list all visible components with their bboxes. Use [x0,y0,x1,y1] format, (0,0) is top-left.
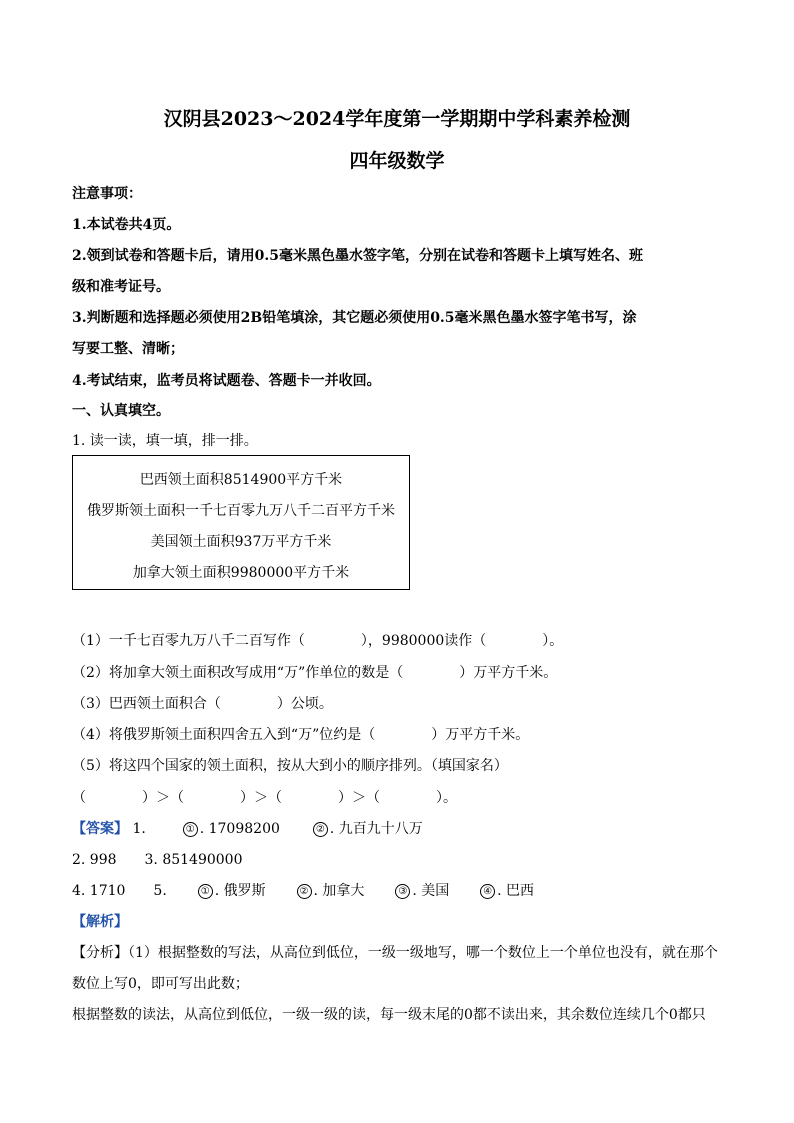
analysis-line-1 [72,942,718,962]
circle-number: ① [198,884,213,899]
section-heading: 一、认真填空。 [72,403,170,419]
exam-subtitle: 四年级数学 [349,150,445,172]
info-line-russia: 俄罗斯领土面积一千七百零九万八千二百平方千米 [87,503,395,519]
answer-prefix: 4. 1710 5. [72,883,167,899]
info-box [72,455,410,590]
notes-heading: 注意事项： [72,186,142,202]
note-item: 2.领到试卷和答题卡后，请用0.5毫米黑色墨水签字笔，分别在试卷和答题卡上填写姓名、班 [72,248,643,264]
answer-value: . 巴西 [497,883,535,899]
note-item: 写要工整、清晰； [72,341,184,357]
analysis-label: 【解析】 [72,914,128,930]
subquestion-1: （1）一千七百零九万八千二百写作（ ），9980000读作（ ）。 [72,633,564,649]
analysis-line-2: 数位上写0，即可写出此数； [72,976,249,992]
answer-line-1 [72,818,423,838]
analysis-line-3: 根据整数的读法，从高位到低位，一级一级的读，每一级末尾的0都不读出来，其余数位连续几个0都只 [72,1007,706,1023]
analysis-text: （1）根据整数的写法，从高位到低位，一级一级地写，哪一个数位上一个单位也没有，就在那个 [128,945,718,961]
subquestion-5: （5）将这四个国家的领土面积，按从大到小的顺序排列。（填国家名） [72,758,508,774]
note-item: 3.判断题和选择题必须使用2B铅笔填涂，其它题必须使用0.5毫米黑色墨水签字笔书写，涂 [72,310,637,326]
answer-line-2: 2. 998 3. 851490000 [72,852,243,868]
circle-number: ③ [395,884,410,899]
answer-line-3 [72,880,534,900]
exam-title: 汉阴县2023～2024学年度第一学期期中学科素养检测 [163,108,631,130]
circle-number: ① [183,822,198,837]
note-item: 4.考试结束，监考员将试题卷、答题卡一并收回。 [72,373,381,389]
info-line-usa: 美国领土面积937万平方千米 [150,534,332,550]
answer-value: . 加拿大 [313,883,365,899]
question-stem: 1. 读一读，填一填，排一排。 [72,433,258,449]
note-item: 级和准考证号。 [72,279,170,295]
subquestion-3: （3）巴西领土面积合（ ）公顷。 [72,696,333,712]
circle-number: ④ [480,884,495,899]
subquestion-4: （4）将俄罗斯领土面积四舍五入到“万”位约是（ ）万平方千米。 [72,727,530,743]
answer-value: . 俄罗斯 [214,883,266,899]
circle-number: ② [297,884,312,899]
answer-value: . 美国 [412,883,450,899]
note-item: 1.本试卷共4页。 [72,217,181,233]
answer-value: . 17098200 [199,821,280,837]
circle-number: ② [313,822,328,837]
ranking-blanks: （ ）＞（ ）＞（ ）＞（ ）。 [72,790,457,806]
analysis-tag: 【分析】 [72,945,128,961]
subquestion-2: （2）将加拿大领土面积改写成用“万”作单位的数是（ ）万平方千米。 [72,665,558,681]
answer-prefix: 1. [132,821,146,837]
answer-label: 【答案】 [72,821,128,837]
info-line-canada: 加拿大领土面积9980000平方千米 [132,565,350,581]
answer-value: . 九百九十八万 [329,821,423,837]
info-line-brazil: 巴西领土面积8514900平方千米 [139,472,343,488]
